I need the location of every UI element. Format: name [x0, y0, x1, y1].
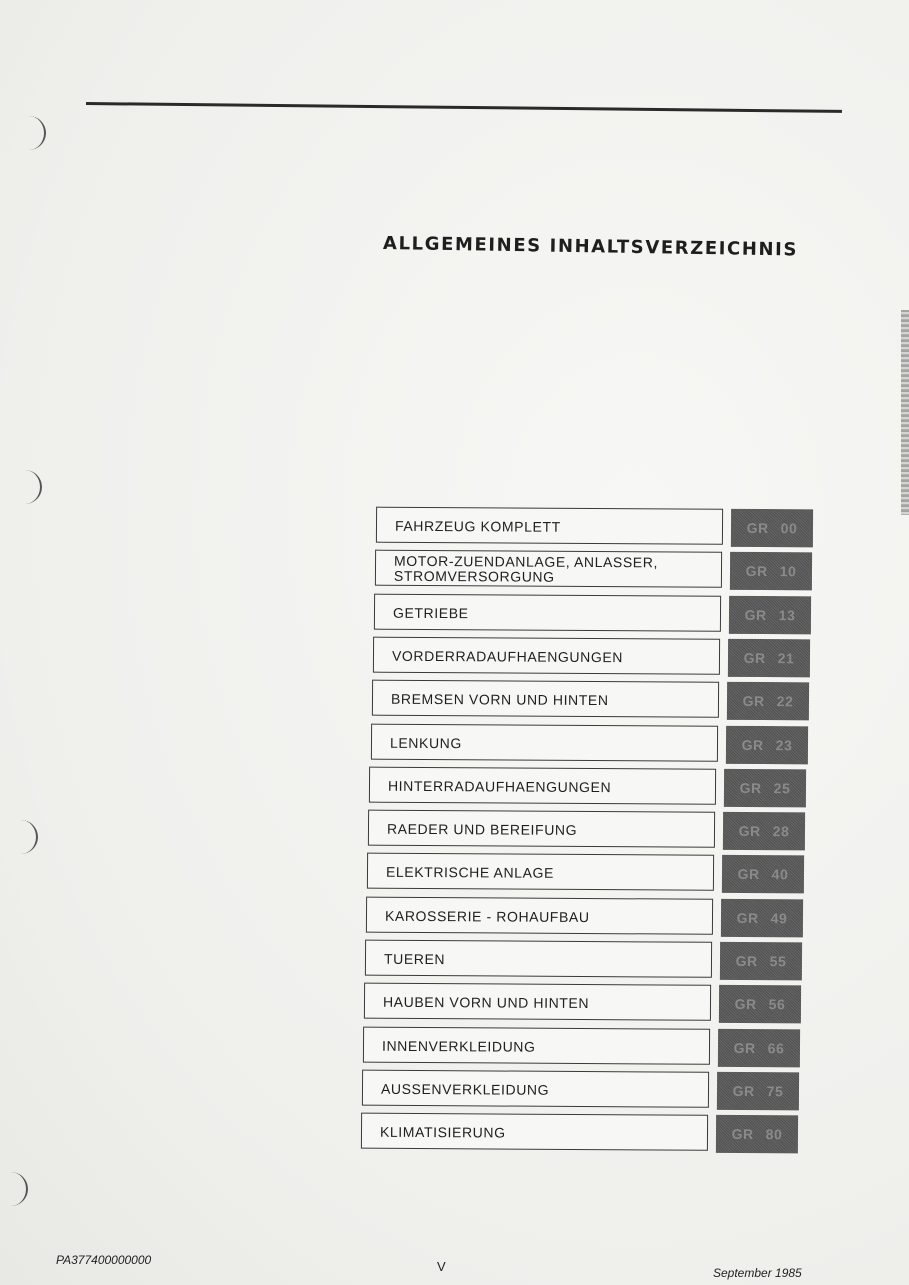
toc-entry-box	[371, 680, 718, 718]
section-tab[interactable]	[728, 639, 810, 678]
section-tab-number: 25	[774, 779, 791, 797]
section-tab-prefix: GR	[735, 952, 758, 970]
section-tab[interactable]	[731, 509, 813, 548]
publication-date: September 1985	[713, 1266, 802, 1280]
toc-entry-label: FAHRZEUG KOMPLETT	[394, 517, 561, 535]
section-tab-number: 10	[779, 563, 797, 580]
toc-entry-box	[373, 637, 720, 675]
toc-row[interactable]	[360, 1113, 797, 1154]
toc-row[interactable]	[367, 853, 804, 894]
section-tab-number: 00	[780, 520, 798, 537]
toc-entry-label: MOTOR-ZUENDANLAGE, ANLASSER, STROMVERSORGUNG	[393, 553, 658, 586]
section-tab-prefix: GR	[743, 649, 766, 666]
section-tab-number: 21	[777, 650, 795, 667]
section-tab-prefix: GR	[737, 866, 760, 883]
toc-entry-box	[366, 896, 713, 934]
toc-row[interactable]	[364, 983, 801, 1024]
toc-entry-label: VORDERRADAUFHAENGUNGEN	[391, 647, 623, 666]
section-tab[interactable]	[722, 855, 804, 894]
toc-entry-box	[364, 983, 711, 1021]
section-tab[interactable]	[725, 725, 807, 764]
toc-entry-label: RAEDER UND BEREIFUNG	[387, 820, 578, 839]
toc-entry-box	[370, 723, 717, 761]
section-tab-number: 28	[772, 823, 790, 840]
section-tab-prefix: GR	[740, 779, 763, 796]
toc-entry-box	[360, 1113, 707, 1151]
toc-entry-box	[376, 507, 723, 545]
toc-entry-box	[367, 853, 714, 891]
toc-entry-label: HINTERRADAUFHAENGUNGEN	[388, 777, 612, 795]
section-tab[interactable]	[720, 942, 802, 981]
section-tab[interactable]	[721, 899, 803, 938]
section-tab[interactable]	[726, 682, 808, 721]
section-tab[interactable]	[717, 1072, 799, 1111]
toc-entry-label: LENKUNG	[389, 734, 462, 751]
toc-row[interactable]	[375, 550, 812, 591]
section-tab-number: 13	[778, 606, 796, 623]
toc-row[interactable]	[371, 680, 808, 721]
section-tab[interactable]	[730, 552, 812, 591]
section-tab-prefix: GR	[741, 736, 764, 753]
toc-entry-label: HAUBEN VORN UND HINTEN	[382, 994, 590, 1012]
section-tab[interactable]	[719, 985, 801, 1024]
toc-entry-box	[368, 810, 715, 848]
section-tab[interactable]	[729, 595, 811, 634]
scan-edge-marks	[901, 310, 909, 515]
section-tab-number: 66	[767, 1039, 785, 1056]
page-title: ALLGEMEINES INHALTSVERZEICHNIS	[382, 233, 799, 261]
section-tab-number: 80	[765, 1126, 782, 1143]
toc-row[interactable]	[370, 723, 807, 764]
section-tab-number: 75	[766, 1083, 784, 1100]
toc-row[interactable]	[374, 593, 811, 634]
toc-entry-label: BREMSEN VORN UND HINTEN	[390, 690, 609, 709]
section-tab-prefix: GR	[738, 823, 762, 840]
toc-entry-label: KAROSSERIE - ROHAUFBAU	[385, 907, 590, 925]
section-tab-prefix: GR	[742, 693, 765, 710]
toc-entry-label: INNENVERKLEIDUNG	[381, 1037, 536, 1055]
section-tab[interactable]	[723, 812, 805, 851]
section-tab-number: 56	[768, 996, 786, 1013]
toc-row[interactable]	[368, 810, 805, 851]
section-tab-prefix: GR	[731, 1126, 754, 1143]
toc-entry-box	[369, 766, 716, 804]
section-tab-prefix: GR	[733, 1039, 756, 1056]
section-tab[interactable]	[718, 1028, 800, 1067]
toc-row[interactable]	[365, 940, 802, 981]
toc-entry-box	[374, 593, 721, 631]
toc-entry-box	[363, 1026, 710, 1064]
toc-entry-label: GETRIEBE	[392, 604, 469, 621]
section-tab-number: 55	[769, 953, 787, 970]
toc-row[interactable]	[362, 1070, 799, 1111]
section-tab-prefix: GR	[744, 606, 767, 623]
section-tab-number: 49	[770, 909, 788, 926]
toc-row[interactable]	[373, 637, 810, 678]
section-tab-prefix: GR	[745, 563, 768, 580]
toc-entry-label: TUEREN	[383, 950, 446, 968]
section-tab-prefix: GR	[732, 1082, 755, 1099]
toc-entry-label: AUSSENVERKLEIDUNG	[380, 1080, 549, 1098]
toc-row[interactable]	[363, 1026, 800, 1067]
toc-entry-label: ELEKTRISCHE ANLAGE	[386, 864, 555, 882]
toc-entry-box	[365, 940, 712, 978]
document-reference: PA377400000000	[56, 1253, 152, 1267]
toc-entry-box	[362, 1070, 709, 1108]
toc-row[interactable]	[376, 507, 813, 548]
section-tab-number: 23	[775, 736, 792, 753]
toc-entry-box	[375, 550, 722, 588]
toc-row[interactable]	[369, 766, 806, 807]
section-tab-number: 40	[771, 866, 789, 883]
page-number: V	[437, 1259, 446, 1274]
section-tab-number: 22	[776, 693, 793, 710]
section-tab-prefix: GR	[736, 909, 759, 926]
section-tab-prefix: GR	[746, 519, 769, 537]
section-tab[interactable]	[715, 1115, 797, 1154]
toc-row[interactable]	[366, 896, 803, 937]
section-tab-prefix: GR	[734, 996, 757, 1013]
section-tab[interactable]	[724, 769, 806, 808]
toc-entry-label: KLIMATISIERUNG	[379, 1123, 506, 1141]
